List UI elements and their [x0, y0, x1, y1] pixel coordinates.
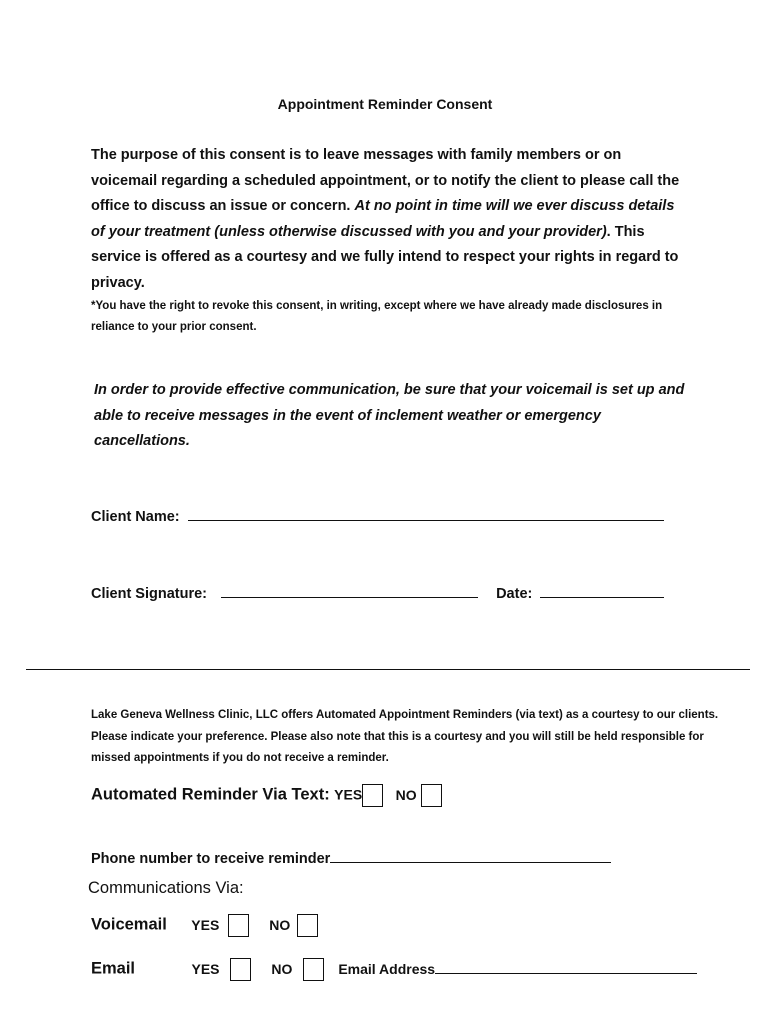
- phone-row: [91, 850, 611, 867]
- voicemail-no-label: NO: [269, 916, 291, 933]
- voicemail-row: [91, 914, 318, 937]
- email-row: [91, 958, 697, 981]
- phone-label: Phone number to receive reminder: [91, 851, 331, 867]
- voicemail-yes-label: YES: [191, 916, 220, 933]
- voicemail-no-checkbox[interactable]: [297, 914, 318, 937]
- email-yes-label: YES: [191, 960, 220, 977]
- phone-field[interactable]: [330, 850, 611, 863]
- email-yes-checkbox[interactable]: [230, 958, 251, 981]
- email-no-label: NO: [271, 960, 293, 977]
- client-signature-label: Client Signature:: [91, 586, 208, 602]
- revoke-note: *You have the right to revoke this consent, in writing, except where we have already made disclosures in reliance to your prior consent.: [91, 300, 663, 333]
- communications-label: Communications Via:: [88, 879, 244, 897]
- voicemail-note: In order to provide effective communication, be sure that your voicemail is set up and able to receive messages in the event of inclement weather or emergency cancellations.: [94, 382, 685, 449]
- client-name-field[interactable]: [188, 508, 664, 521]
- form-title: Appointment Reminder Consent: [277, 96, 493, 112]
- clinic-paragraph: Lake Geneva Wellness Clinic, LLC offers Automated Appointment Reminders (via text) as a courtesy to our clients. Please indicate your preference. Please also note that this is a courtesy and you will still be held responsible for missed appointments if you do not receive a reminder.: [91, 709, 719, 764]
- email-label: Email: [91, 959, 136, 978]
- client-name-row: [91, 508, 664, 525]
- voicemail-label: Voicemail: [91, 915, 167, 934]
- automated-no-label: NO: [395, 786, 417, 803]
- client-signature-field[interactable]: [221, 585, 478, 598]
- voicemail-yes-checkbox[interactable]: [228, 914, 249, 937]
- purpose-paragraph: [91, 143, 691, 296]
- email-address-field[interactable]: [435, 961, 697, 974]
- purpose-text-1: The purpose of this consent is to leave messages with family members or on voicemail regarding a scheduled appointment, or to notify the client to please call the office to discuss an issue or concern.: [91, 147, 680, 214]
- purpose-text-italic: At no point in time will we ever discuss details of your treatment (unless otherwise discussed with you and your provider): [91, 198, 675, 240]
- client-name-label: Client Name:: [91, 509, 180, 525]
- date-field[interactable]: [540, 585, 664, 598]
- automated-reminder-row: [91, 784, 442, 807]
- purpose-text-3: . This service is offered as a courtesy and we fully intend to respect your rights in regard to privacy.: [91, 223, 679, 291]
- date-label: Date:: [496, 586, 533, 602]
- email-no-checkbox[interactable]: [303, 958, 324, 981]
- email-address-label: Email Address: [338, 960, 436, 977]
- automated-yes-checkbox[interactable]: [362, 784, 383, 807]
- client-signature-row: [91, 585, 664, 602]
- automated-yes-label: YES: [334, 786, 363, 803]
- automated-reminder-label: Automated Reminder Via Text:: [91, 785, 330, 804]
- automated-no-checkbox[interactable]: [421, 784, 442, 807]
- section-divider: [26, 669, 750, 670]
